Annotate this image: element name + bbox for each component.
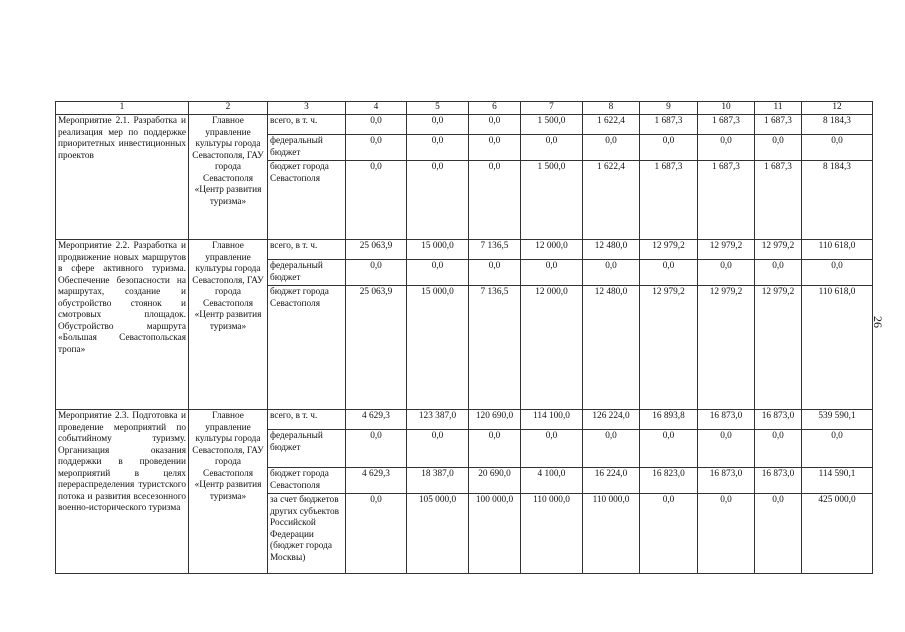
column-header: 10 <box>698 102 755 115</box>
amount-cell: 110 000,0 <box>583 494 640 574</box>
amount-cell: 0,0 <box>469 260 521 286</box>
amount-cell: 0,0 <box>469 161 521 240</box>
amount-cell: 16 224,0 <box>583 468 640 494</box>
funding-source: бюджет города Севастополя <box>268 286 346 410</box>
amount-cell: 12 480,0 <box>583 286 640 410</box>
amount-cell: 110 000,0 <box>521 494 583 574</box>
amount-cell: 16 893,8 <box>640 410 698 430</box>
amount-cell: 4 629,3 <box>346 410 407 430</box>
amount-cell: 0,0 <box>407 161 469 240</box>
funding-source: всего, в т. ч. <box>268 410 346 430</box>
responsible-executor: Главное управление культуры города Севастополя, ГАУ города Севастополя «Центр развития туризма» <box>189 410 268 574</box>
amount-cell: 16 873,0 <box>755 468 802 494</box>
amount-cell: 1 500,0 <box>521 161 583 240</box>
amount-cell: 0,0 <box>640 135 698 161</box>
amount-cell: 114 590,1 <box>802 468 873 494</box>
amount-cell: 0,0 <box>469 135 521 161</box>
amount-cell: 12 979,2 <box>755 240 802 260</box>
amount-cell: 16 873,0 <box>698 410 755 430</box>
amount-cell: 0,0 <box>755 135 802 161</box>
funding-source: федеральный бюджет <box>268 260 346 286</box>
column-header: 8 <box>583 102 640 115</box>
amount-cell: 0,0 <box>640 494 698 574</box>
amount-cell: 1 622,4 <box>583 161 640 240</box>
amount-cell: 0,0 <box>346 135 407 161</box>
column-header: 6 <box>469 102 521 115</box>
measure-name: Мероприятие 2.2. Разработка и продвижение новых маршрутов в сфере активного туризма. Обеспечение безопасности на маршрутах, создание и обустройство стоянок и смотровых площадок. Обустройство маршрута «Большая Севастопольская тропа» <box>56 240 189 410</box>
amount-cell: 0,0 <box>698 494 755 574</box>
column-header: 12 <box>802 102 873 115</box>
amount-cell: 105 000,0 <box>407 494 469 574</box>
amount-cell: 12 979,2 <box>755 286 802 410</box>
amount-cell: 0,0 <box>469 430 521 468</box>
amount-cell: 123 387,0 <box>407 410 469 430</box>
amount-cell: 0,0 <box>521 430 583 468</box>
amount-cell: 0,0 <box>346 430 407 468</box>
amount-cell: 0,0 <box>521 260 583 286</box>
amount-cell: 7 136,5 <box>469 240 521 260</box>
responsible-executor: Главное управление культуры города Севастополя, ГАУ города Севастополя «Центр развития туризма» <box>189 115 268 240</box>
funding-source: бюджет города Севастополя <box>268 468 346 494</box>
amount-cell: 425 000,0 <box>802 494 873 574</box>
amount-cell: 0,0 <box>583 260 640 286</box>
column-header: 7 <box>521 102 583 115</box>
amount-cell: 1 687,3 <box>755 161 802 240</box>
header-row <box>56 102 873 115</box>
amount-cell: 0,0 <box>407 135 469 161</box>
amount-cell: 0,0 <box>755 430 802 468</box>
column-header: 11 <box>755 102 802 115</box>
amount-cell: 15 000,0 <box>407 240 469 260</box>
amount-cell: 0,0 <box>407 430 469 468</box>
amount-cell: 16 873,0 <box>698 468 755 494</box>
financing-table <box>55 101 873 574</box>
table-row <box>56 410 873 430</box>
column-header: 2 <box>189 102 268 115</box>
column-header: 4 <box>346 102 407 115</box>
amount-cell: 1 687,3 <box>640 161 698 240</box>
funding-source: федеральный бюджет <box>268 135 346 161</box>
amount-cell: 0,0 <box>698 260 755 286</box>
amount-cell: 539 590,1 <box>802 410 873 430</box>
amount-cell: 0,0 <box>583 135 640 161</box>
measure-name: Мероприятие 2.1. Разработка и реализация мер по поддержке приоритетных инвестиционных проектов <box>56 115 189 240</box>
amount-cell: 25 063,9 <box>346 286 407 410</box>
amount-cell: 100 000,0 <box>469 494 521 574</box>
amount-cell: 0,0 <box>698 135 755 161</box>
amount-cell: 1 687,3 <box>640 115 698 135</box>
amount-cell: 1 687,3 <box>755 115 802 135</box>
amount-cell: 1 687,3 <box>698 115 755 135</box>
table-body <box>56 102 873 574</box>
amount-cell: 0,0 <box>346 260 407 286</box>
amount-cell: 0,0 <box>469 115 521 135</box>
amount-cell: 0,0 <box>698 430 755 468</box>
amount-cell: 0,0 <box>407 260 469 286</box>
amount-cell: 20 690,0 <box>469 468 521 494</box>
amount-cell: 25 063,9 <box>346 240 407 260</box>
amount-cell: 1 687,3 <box>698 161 755 240</box>
amount-cell: 4 629,3 <box>346 468 407 494</box>
amount-cell: 7 136,5 <box>469 286 521 410</box>
amount-cell: 12 979,2 <box>698 240 755 260</box>
column-header: 9 <box>640 102 698 115</box>
amount-cell: 0,0 <box>521 135 583 161</box>
amount-cell: 0,0 <box>346 115 407 135</box>
amount-cell: 0,0 <box>640 430 698 468</box>
funding-source: всего, в т. ч. <box>268 240 346 260</box>
measure-name: Мероприятие 2.3. Подготовка и проведение мероприятий по событийному туризму. Организация оказания поддержки в проведении мероприятий в целях перераспределения туристского потока и развития всесезонного военно-исторического туризма <box>56 410 189 574</box>
table-row <box>56 240 873 260</box>
amount-cell: 12 000,0 <box>521 286 583 410</box>
amount-cell: 0,0 <box>755 260 802 286</box>
page-number: 26 <box>871 316 885 328</box>
amount-cell: 12 480,0 <box>583 240 640 260</box>
amount-cell: 0,0 <box>802 260 873 286</box>
amount-cell: 18 387,0 <box>407 468 469 494</box>
funding-source: за счет бюджетов других субъектов Российской Федерации (бюджет города Москвы) <box>268 494 346 574</box>
amount-cell: 110 618,0 <box>802 240 873 260</box>
amount-cell: 120 690,0 <box>469 410 521 430</box>
amount-cell: 16 873,0 <box>755 410 802 430</box>
amount-cell: 4 100,0 <box>521 468 583 494</box>
amount-cell: 0,0 <box>755 494 802 574</box>
amount-cell: 0,0 <box>407 115 469 135</box>
amount-cell: 126 224,0 <box>583 410 640 430</box>
funding-source: всего, в т. ч. <box>268 115 346 135</box>
amount-cell: 110 618,0 <box>802 286 873 410</box>
amount-cell: 12 979,2 <box>698 286 755 410</box>
amount-cell: 16 823,0 <box>640 468 698 494</box>
funding-source: федеральный бюджет <box>268 430 346 468</box>
funding-source: бюджет города Севастополя <box>268 161 346 240</box>
amount-cell: 0,0 <box>583 430 640 468</box>
amount-cell: 0,0 <box>802 430 873 468</box>
amount-cell: 114 100,0 <box>521 410 583 430</box>
amount-cell: 1 622,4 <box>583 115 640 135</box>
amount-cell: 1 500,0 <box>521 115 583 135</box>
column-header: 5 <box>407 102 469 115</box>
column-header: 3 <box>268 102 346 115</box>
amount-cell: 12 979,2 <box>640 286 698 410</box>
amount-cell: 12 000,0 <box>521 240 583 260</box>
amount-cell: 15 000,0 <box>407 286 469 410</box>
amount-cell: 0,0 <box>802 135 873 161</box>
table-row <box>56 115 873 135</box>
responsible-executor: Главное управление культуры города Севастополя, ГАУ города Севастополя «Центр развития туризма» <box>189 240 268 410</box>
column-header: 1 <box>56 102 189 115</box>
amount-cell: 8 184,3 <box>802 161 873 240</box>
amount-cell: 12 979,2 <box>640 240 698 260</box>
amount-cell: 0,0 <box>346 161 407 240</box>
amount-cell: 0,0 <box>640 260 698 286</box>
amount-cell: 0,0 <box>346 494 407 574</box>
amount-cell: 8 184,3 <box>802 115 873 135</box>
